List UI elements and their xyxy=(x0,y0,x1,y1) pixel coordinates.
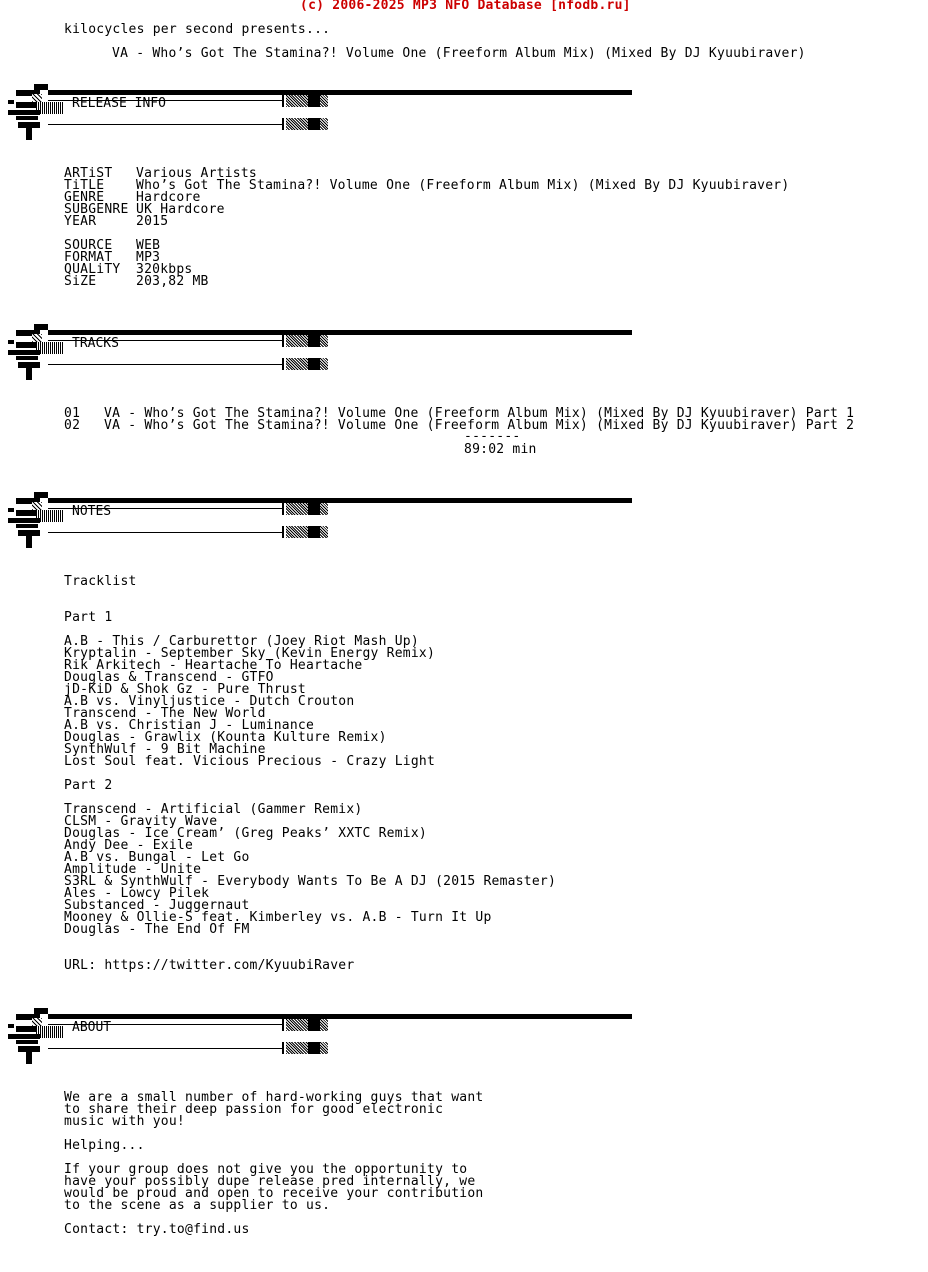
about-line: would be proud and open to receive your contribution xyxy=(64,1186,484,1201)
info-value-source: WEB xyxy=(136,238,161,253)
total-separator: ------- xyxy=(464,429,521,444)
info-value-artist: Various Artists xyxy=(136,166,257,181)
notes-url: URL: https://twitter.com/KyuubiRaver xyxy=(64,958,355,973)
track-title: VA - Who’s Got The Stamina?! Volume One (Freeform Album Mix) (Mixed By DJ Kyuubiraver) Part 1 xyxy=(104,406,855,421)
info-label-source: SOURCE xyxy=(64,238,113,253)
info-value-year: 2015 xyxy=(136,214,169,229)
tracklist-item: Douglas - Ice Cream’ (Greg Peaks’ XXTC Remix) xyxy=(64,826,427,841)
section-banner-notes xyxy=(8,492,638,550)
about-line: music with you! xyxy=(64,1114,185,1129)
tracklist-item: S3RL & SynthWulf - Everybody Wants To Be A DJ (2015 Remaster) xyxy=(64,874,557,889)
about-line: to the scene as a supplier to us. xyxy=(64,1198,331,1213)
release-title-line: VA - Who’s Got The Stamina?! Volume One (Freeform Album Mix) (Mixed By DJ Kyuubiraver) xyxy=(112,46,806,61)
tracklist-item: Substanced - Juggernaut xyxy=(64,898,250,913)
info-label-title: TiTLE xyxy=(64,178,105,193)
section-banner-about xyxy=(8,1008,638,1066)
section-banner-tracks xyxy=(8,324,638,382)
info-label-year: YEAR xyxy=(64,214,97,229)
tracklist-item: Transcend - Artificial (Gammer Remix) xyxy=(64,802,363,817)
section-title-notes: NOTES xyxy=(72,504,112,519)
tracklist-item: Douglas - The End Of FM xyxy=(64,922,250,937)
info-value-format: MP3 xyxy=(136,250,161,265)
about-contact: Contact: try.to@find.us xyxy=(64,1222,250,1237)
tracklist-item: Douglas & Transcend - GTFO xyxy=(64,670,274,685)
tracklist-item: Amplitude - Unite xyxy=(64,862,202,877)
tracklist-item: SynthWulf - 9 Bit Machine xyxy=(64,742,266,757)
info-value-title: Who’s Got The Stamina?! Volume One (Freeform Album Mix) (Mixed By DJ Kyuubiraver) xyxy=(136,178,790,193)
section-title-tracks: TRACKS xyxy=(72,336,119,351)
info-label-genre: GENRE xyxy=(64,190,105,205)
part2-label: Part 2 xyxy=(64,778,113,793)
part1-label: Part 1 xyxy=(64,610,113,625)
about-line: If your group does not give you the opportunity to xyxy=(64,1162,468,1177)
tracklist-item: Lost Soul feat. Vicious Precious - Crazy Light xyxy=(64,754,436,769)
about-line: have your possibly dupe release pred internally, we xyxy=(64,1174,476,1189)
info-label-quality: QUALiTY xyxy=(64,262,121,277)
tracklist-item: A.B vs. Bungal - Let Go xyxy=(64,850,250,865)
tracklist-item: A.B - This / Carburettor (Joey Riot Mash Up) xyxy=(64,634,419,649)
tracklist-item: Ales - Lowcy Pilek xyxy=(64,886,210,901)
tracklist-item: Andy Dee - Exile xyxy=(64,838,194,853)
track-number: 02 xyxy=(64,418,81,433)
info-label-subgenre: SUBGENRE xyxy=(64,202,129,217)
tracklist-item: CLSM - Gravity Wave xyxy=(64,814,218,829)
tracklist-item: A.B vs. Christian J - Luminance xyxy=(64,718,315,733)
presenter-line: kilocycles per second presents... xyxy=(64,22,331,37)
total-duration: 89:02 min xyxy=(464,442,537,457)
track-number: 01 xyxy=(64,406,81,421)
info-value-size: 203,82 MB xyxy=(136,274,209,289)
about-line: to share their deep passion for good electronic xyxy=(64,1102,444,1117)
about-helping: Helping... xyxy=(64,1138,145,1153)
info-value-subgenre: UK Hardcore xyxy=(136,202,225,217)
info-label-size: SiZE xyxy=(64,274,97,289)
tracklist-item: Transcend - The New World xyxy=(64,706,266,721)
tracklist-item: Kryptalin - September Sky (Kevin Energy Remix) xyxy=(64,646,436,661)
info-label-format: FORMAT xyxy=(64,250,113,265)
info-value-genre: Hardcore xyxy=(136,190,201,205)
info-label-artist: ARTiST xyxy=(64,166,113,181)
tracklist-item: jD-KiD & Shok Gz - Pure Thrust xyxy=(64,682,306,697)
section-title-release-info: RELEASE INFO xyxy=(72,96,166,111)
info-value-quality: 320kbps xyxy=(136,262,193,277)
tracklist-item: A.B vs. Vinyljustice - Dutch Crouton xyxy=(64,694,355,709)
copyright-notice: (c) 2006-2025 MP3 NFO Database [nfodb.ru] xyxy=(300,0,631,13)
tracklist-item: Douglas - Grawlix (Kounta Kulture Remix) xyxy=(64,730,387,745)
tracklist-item: Mooney & Ollie-S feat. Kimberley vs. A.B - Turn It Up xyxy=(64,910,492,925)
section-banner-release-info xyxy=(8,84,638,142)
section-title-about: ABOUT xyxy=(72,1020,112,1035)
about-line: We are a small number of hard-working guys that want xyxy=(64,1090,484,1105)
notes-heading: Tracklist xyxy=(64,574,137,589)
tracklist-item: Rik Arkitech - Heartache To Heartache xyxy=(64,658,363,673)
track-title: VA - Who’s Got The Stamina?! Volume One (Freeform Album Mix) (Mixed By DJ Kyuubiraver) Part 2 xyxy=(104,418,855,433)
